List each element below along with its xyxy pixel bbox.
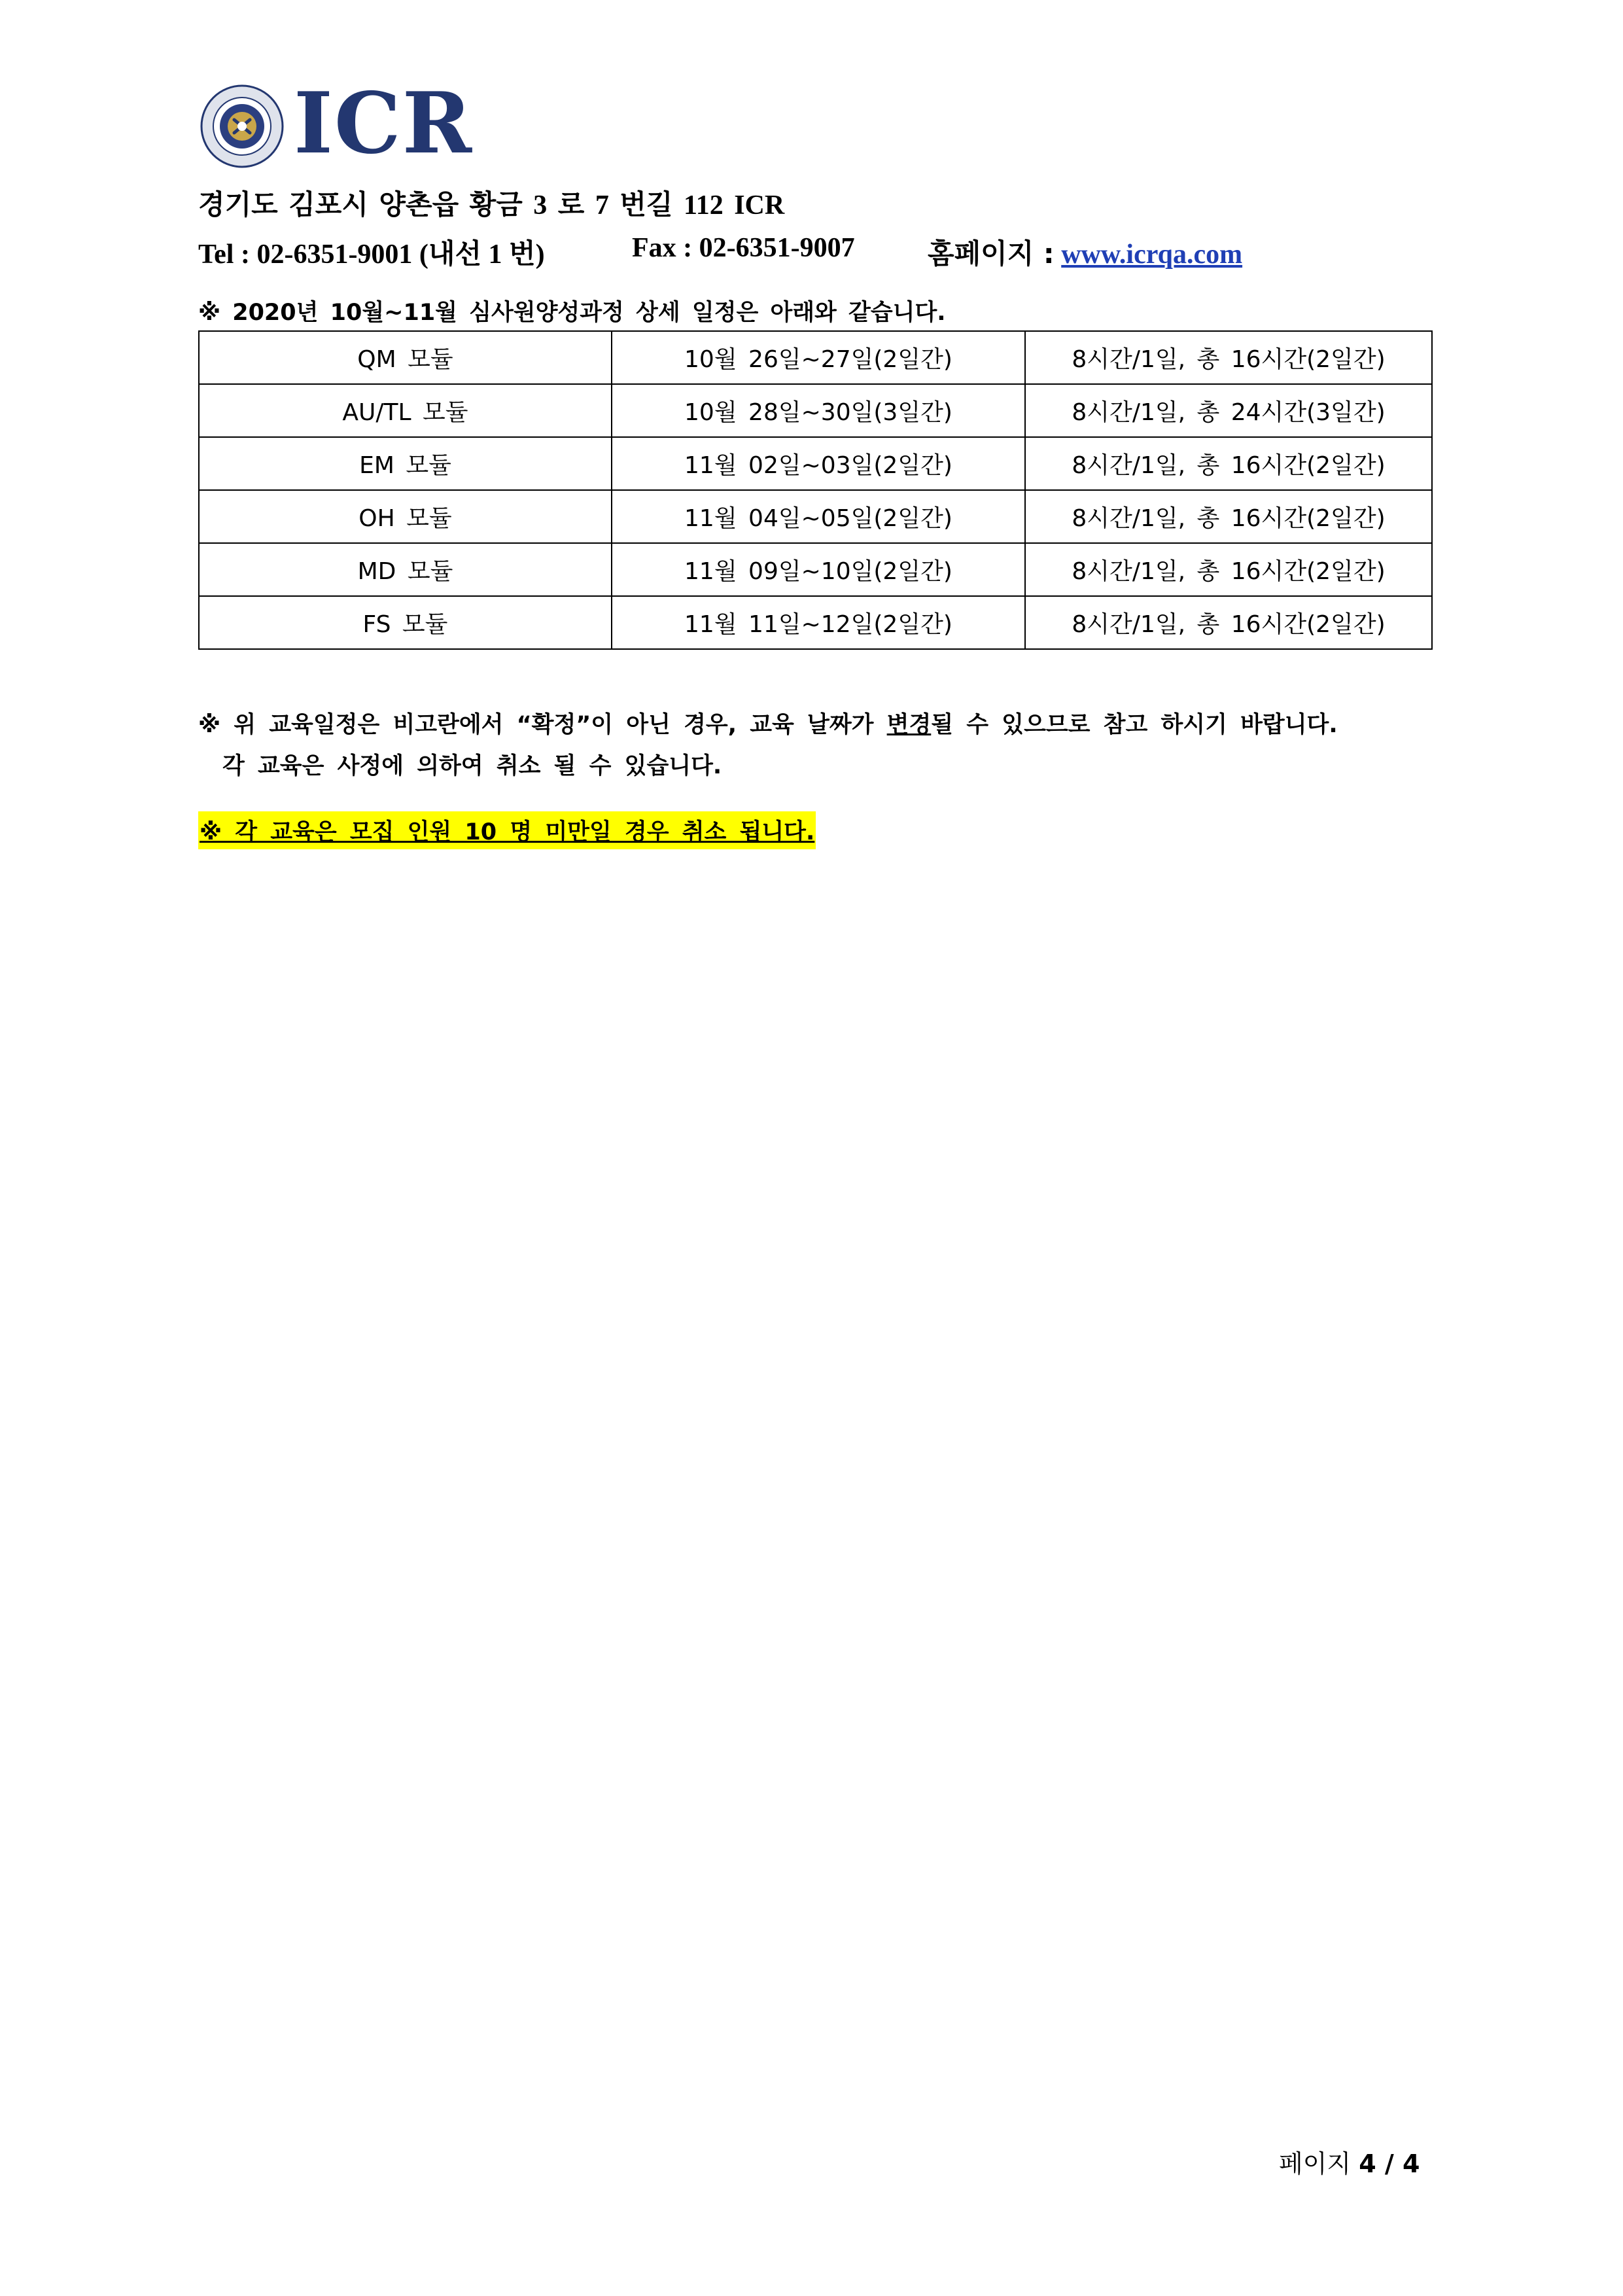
dates-cell: 11월 11일~12일(2일간)	[612, 596, 1025, 649]
schedule-intro: ※ 2020년 10월~11월 심사원양성과정 상세 일정은 아래와 같습니다.	[198, 300, 946, 326]
hours-cell: 8시간/1일, 총 16시간(2일간)	[1025, 596, 1432, 649]
hours-cell: 8시간/1일, 총 16시간(2일간)	[1025, 543, 1432, 596]
schedule-change-note	[198, 707, 1338, 739]
icr-seal-emblem	[200, 84, 285, 169]
homepage-label: 홈페이지 :	[928, 238, 1055, 270]
note-text: 될 수 있으므로 참고 하시기 바랍니다.	[931, 712, 1338, 738]
hours-cell: 8시간/1일, 총 16시간(2일간)	[1025, 331, 1432, 384]
dates-cell: 11월 09일~10일(2일간)	[612, 543, 1025, 596]
dates-cell: 10월 28일~30일(3일간)	[612, 384, 1025, 437]
homepage-link[interactable]: www.icrqa.com	[1061, 239, 1243, 270]
module-cell: FS 모듈	[199, 596, 612, 649]
table-row	[199, 596, 1432, 649]
table-row	[199, 543, 1432, 596]
module-cell: AU/TL 모듈	[199, 384, 612, 437]
table-row	[199, 384, 1432, 437]
page-count: 4 / 4	[1359, 2149, 1420, 2178]
hours-cell: 8시간/1일, 총 16시간(2일간)	[1025, 490, 1432, 543]
hours-cell: 8시간/1일, 총 16시간(2일간)	[1025, 437, 1432, 490]
note-underlined-word: 변경	[886, 712, 932, 738]
minimum-enrollment-warning: ※ 각 교육은 모집 인원 10 명 미만일 경우 취소 됩니다.	[198, 811, 816, 849]
module-cell: EM 모듈	[199, 437, 612, 490]
note-text: ※ 위 교육일정은 비고란에서 “확정”이 아닌 경우, 교육 날짜가	[198, 712, 887, 738]
homepage	[928, 232, 1242, 272]
schedule-table	[198, 330, 1433, 650]
logo-wordmark: ICR	[294, 75, 474, 173]
table-row	[199, 331, 1432, 384]
fax-number: Fax : 02-6351-9007	[632, 233, 855, 263]
dates-cell: 11월 04일~05일(2일간)	[612, 490, 1025, 543]
module-cell: OH 모듈	[199, 490, 612, 543]
table-row	[199, 490, 1432, 543]
table-row	[199, 437, 1432, 490]
page-label: 페이지	[1279, 2149, 1352, 2178]
module-cell: QM 모듈	[199, 331, 612, 384]
dates-cell: 10월 26일~27일(2일간)	[612, 331, 1025, 384]
company-address: 경기도 김포시 양촌읍 황금 3 로 7 번길 112 ICR	[198, 190, 785, 221]
module-cell: MD 모듈	[199, 543, 612, 596]
page-number	[1279, 2144, 1420, 2180]
hours-cell: 8시간/1일, 총 24시간(3일간)	[1025, 384, 1432, 437]
dates-cell: 11월 02일~03일(2일간)	[612, 437, 1025, 490]
cancellation-note: 각 교육은 사정에 의하여 취소 될 수 있습니다.	[222, 753, 722, 779]
tel-number: Tel : 02-6351-9001 (내선 1 번)	[198, 239, 545, 270]
